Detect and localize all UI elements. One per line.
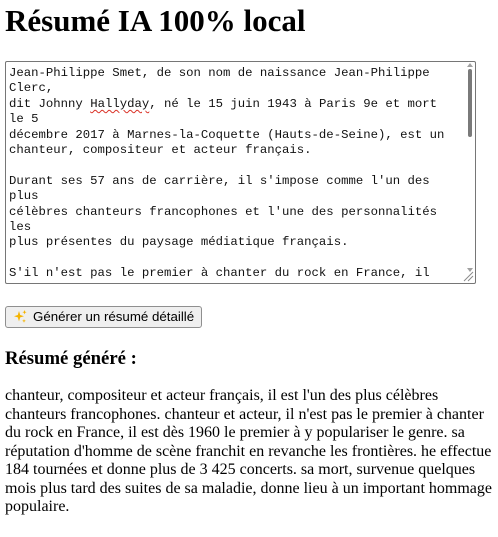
generated-summary-text: chanteur, compositeur et acteur français, il est l'un des plus célèbres chanteurs francophones. chanteur et acteur, il n'est pas le premier à chanter du rock en France, il est dès 1960 le premier à y populariser le genre. sa réputation d'homme de scène franchit en revanche les frontières. he effectue 184 tournées et donne plus de 3 425 concerts. sa mort, survenue quelques mois plus tard des suites de sa maladie, donne lieu à un important hommage populaire. bbox=[5, 387, 493, 515]
resize-grip-icon[interactable] bbox=[462, 270, 474, 282]
source-text-part-1: Jean-Philippe Smet, de son nom de naissance Jean-Philippe Clerc, dit Johnny bbox=[9, 66, 430, 111]
source-text-input[interactable] bbox=[5, 61, 476, 284]
source-text-part-2: , né le 15 juin 1943 à Paris 9e et mort le 5 décembre 2017 à Marnes-la-Coquette (Hauts-de-Seine), est un chanteur, compositeur et acteur français. Durant ses 57 ans de carrière, il s'impose comme l'un des plus célèbres chanteurs francophones et l'une des personnalités les plus présentes du paysage médiatique français. S'il n'est pas le premier à chanter du rock en France, il bbox=[9, 96, 445, 281]
misspelled-word[interactable]: Hallyday bbox=[90, 96, 150, 111]
generate-summary-label: Générer un résumé détaillé bbox=[33, 309, 195, 324]
textarea-scrollbar[interactable] bbox=[464, 63, 474, 270]
page-title: Résumé IA 100% local bbox=[5, 3, 306, 38]
scrollbar-thumb[interactable] bbox=[468, 69, 472, 137]
generate-summary-button[interactable] bbox=[5, 306, 202, 328]
sparkles-icon bbox=[12, 309, 28, 325]
source-text-content[interactable] bbox=[9, 66, 454, 284]
scroll-up-arrow-icon[interactable] bbox=[467, 63, 473, 67]
summary-heading: Résumé généré : bbox=[5, 348, 137, 369]
